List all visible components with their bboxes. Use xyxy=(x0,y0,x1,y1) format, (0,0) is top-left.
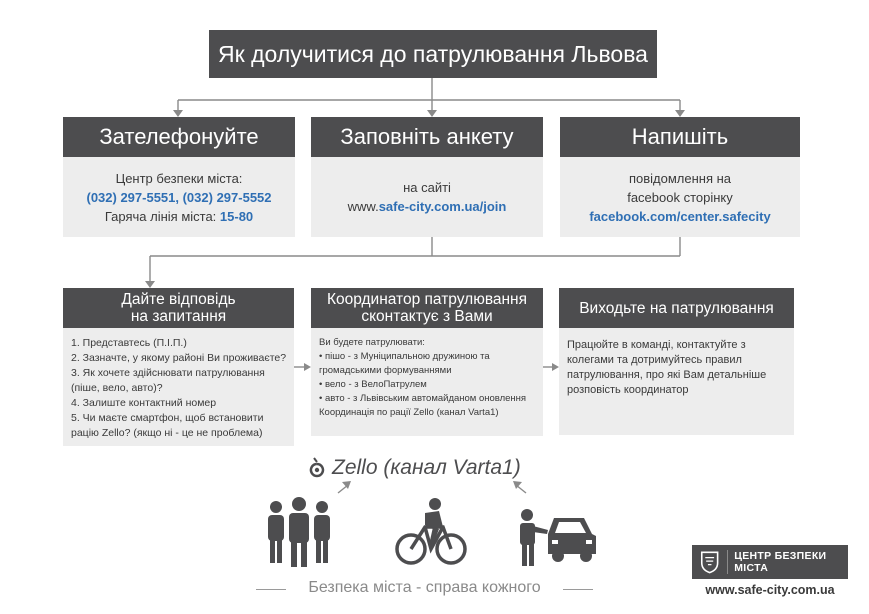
arrow-right-icon xyxy=(304,363,311,371)
list-item: • пішо - з Муніципальною дружиною та xyxy=(319,351,490,362)
list-item: громадськими формуваннями xyxy=(319,365,452,376)
zello-label: Zello (канал Varta1) xyxy=(306,456,521,480)
phone-numbers: (032) 297-5551, (032) 297-5552 xyxy=(86,189,272,205)
form-url-link[interactable]: safe-city.com.ua/join xyxy=(378,199,507,214)
list-item: 2. Зазначте, у якому районі Ви проживаєте? xyxy=(71,352,287,364)
org-name: ЦЕНТР БЕЗПЕКИ МІСТА xyxy=(734,550,827,574)
facebook-link[interactable]: facebook.com/center.safecity xyxy=(589,208,771,224)
list-item: (піше, вело, авто)? xyxy=(71,382,163,394)
zello-icon xyxy=(306,456,328,480)
org-badge xyxy=(692,545,848,579)
step-write-panel xyxy=(560,157,800,237)
list-item: 4. Залиште контактний номер xyxy=(71,397,217,409)
step-write-heading: Напишіть xyxy=(560,117,800,157)
pedestrian-patrol-icon xyxy=(265,495,333,567)
step-call-panel xyxy=(63,157,295,237)
list-item: 5. Чи маєте смартфон, щоб встановити xyxy=(71,412,264,424)
hotline-number: 15-80 xyxy=(219,208,254,224)
coat-of-arms-icon xyxy=(700,549,719,575)
patrol-text: Працюйте в команді, контактуйте з колегами та дотримуйтесь правил патрулювання, про які Вам детальніше розповість координатор xyxy=(567,339,767,396)
list-item: 3. Як хочете здійснювати патрулювання xyxy=(71,367,265,379)
form-site-label: на сайті xyxy=(403,180,451,195)
hotline-line: Гаряча лінія міста: 15-80 xyxy=(104,208,254,224)
step-coordinator-panel xyxy=(311,328,543,436)
slogan: Безпека міста - справа кожного xyxy=(308,579,541,596)
site-url[interactable]: www.safe-city.com.ua xyxy=(705,583,835,597)
step-answer-heading: Дайте відповідь на запитання xyxy=(63,288,294,328)
slogan-divider-right xyxy=(563,589,593,590)
list-item: рацію Zello? (якщо ні - це не проблема) xyxy=(71,427,263,439)
list-item: 1. Представтесь (П.І.П.) xyxy=(71,337,187,349)
write-line2: facebook сторінку xyxy=(627,189,733,205)
arrow-right-icon xyxy=(552,363,559,371)
step-form-panel xyxy=(311,157,543,237)
step-form-heading: Заповніть анкету xyxy=(311,117,543,157)
call-center-label: Центр безпеки міста: xyxy=(115,170,243,186)
list-item: • вело - з ВелоПатрулем xyxy=(319,379,427,390)
step-coordinator-heading: Координатор патрулювання сконтактує з Вами xyxy=(311,288,543,328)
list-item: Ви будете патрулювати: xyxy=(319,337,425,348)
step-call-heading: Зателефонуйте xyxy=(63,117,295,157)
bicycle-patrol-icon xyxy=(395,497,467,567)
step-patrol-heading: Виходьте на патрулювання xyxy=(559,288,794,328)
page-title: Як долучитися до патрулювання Львова xyxy=(209,30,657,78)
list-item: • авто - з Львівським автомайданом оновлення xyxy=(319,393,527,404)
form-url: www.safe-city.com.ua/join xyxy=(347,199,507,214)
step-answer-panel xyxy=(63,328,294,446)
slogan-divider-left xyxy=(256,589,286,590)
list-item: Координація по рації Zello (канал Varta1) xyxy=(319,407,499,418)
step-patrol-panel xyxy=(559,328,794,435)
car-patrol-icon xyxy=(518,508,598,568)
write-line1: повідомлення на xyxy=(628,170,732,186)
